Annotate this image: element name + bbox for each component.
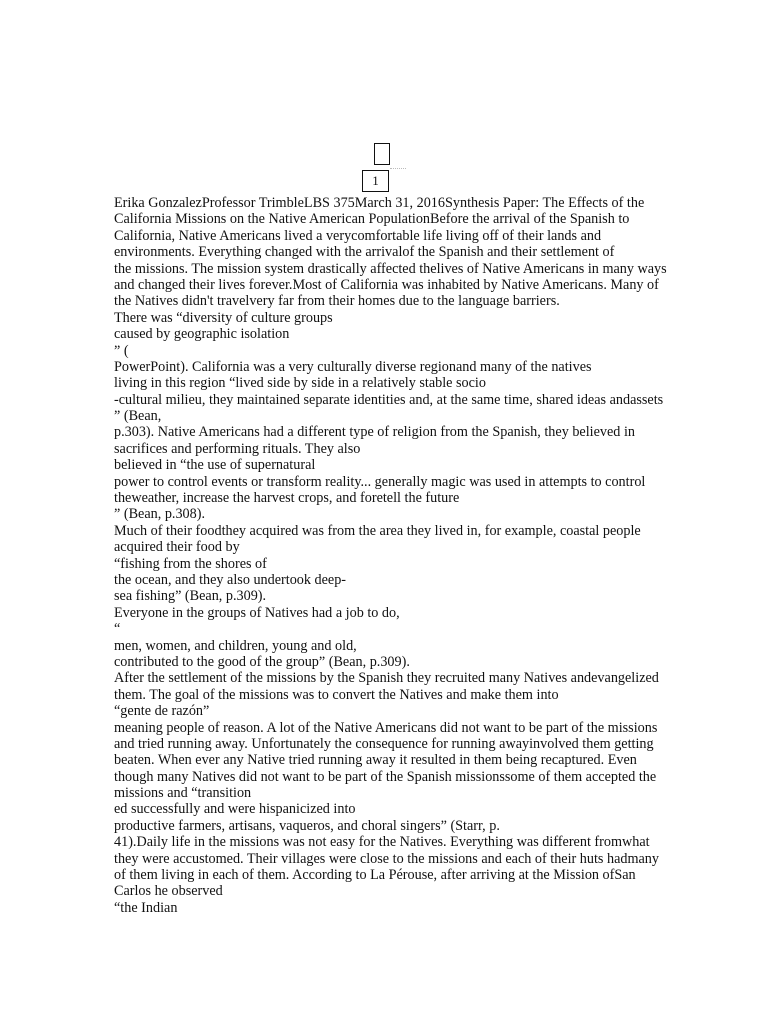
- text-line: After the settlement of the missions by the Spanish they recruited many Natives andevangelized: [114, 670, 659, 687]
- text-line: ” (: [114, 342, 129, 359]
- text-line: California Missions on the Native American PopulationBefore the arrival of the Spanish to: [114, 211, 630, 228]
- text-line: they were accustomed. Their villages were close to the missions and each of their huts hadmany: [114, 850, 659, 867]
- text-line: them. The goal of the missions was to convert the Natives and make them into: [114, 686, 559, 703]
- text-line: environments. Everything changed with the arrivalof the Spanish and their settlement of: [114, 244, 615, 261]
- text-line: men, women, and children, young and old,: [114, 637, 357, 654]
- text-line: theweather, increase the harvest crops, and foretell the future: [114, 490, 460, 507]
- page-number: 1: [362, 170, 389, 192]
- text-line: Erika GonzalezProfessor TrimbleLBS 375March 31, 2016Synthesis Paper: The Effects of the: [114, 195, 645, 211]
- text-line: the Natives didn't travelvery far from their homes due to the language barriers.: [114, 293, 560, 310]
- text-line: sea fishing” (Bean, p.309).: [114, 588, 267, 605]
- text-line: p.303). Native Americans had a different type of religion from the Spanish, they believed in: [114, 424, 635, 441]
- text-line: meaning people of reason. A lot of the Native Americans did not want to be part of the missions: [114, 719, 658, 736]
- body-text: [114, 195, 674, 916]
- text-line: “fishing from the shores of: [114, 555, 267, 572]
- text-line: Carlos he observed: [114, 883, 223, 900]
- text-line: the ocean, and they also undertook deep-: [114, 571, 347, 588]
- text-line: California, Native Americans lived a verycomfortable life living off of their lands and: [114, 227, 602, 244]
- text-line: ” (Bean, p.308).: [114, 506, 206, 523]
- text-line: caused by geographic isolation: [114, 326, 290, 343]
- text-line: missions and “transition: [114, 785, 252, 802]
- text-line: “the Indian: [114, 899, 178, 916]
- text-line: ed successfully and were hispanicized into: [114, 801, 356, 818]
- text-line: the missions. The mission system drastically affected thelives of Native Americans in many ways: [114, 260, 667, 277]
- text-line: and tried running away. Unfortunately the consequence for running awayinvolved them getting: [114, 735, 654, 752]
- text-line: acquired their food by: [114, 539, 240, 556]
- text-line: power to control events or transform reality... generally magic was used in attempts to control: [114, 473, 646, 490]
- text-line: “: [114, 621, 121, 638]
- text-line: productive farmers, artisans, vaqueros, and choral singers” (Starr, p.: [114, 817, 500, 834]
- text-line: sacrifices and performing rituals. They also: [114, 440, 361, 457]
- text-line: beaten. When ever any Native tried running away it resulted in them being recaptured. Even: [114, 752, 637, 769]
- text-line: -cultural milieu, they maintained separate identities and, at the same time, shared ideas andassets: [114, 391, 664, 408]
- text-line: “gente de razón”: [114, 703, 210, 720]
- text-line: Everyone in the groups of Natives had a job to do,: [114, 604, 400, 621]
- text-line: Much of their foodthey acquired was from the area they lived in, for example, coastal people: [114, 522, 641, 539]
- text-line: living in this region “lived side by side in a relatively stable socio: [114, 375, 486, 392]
- header-divider: [390, 168, 406, 169]
- text-line: believed in “the use of supernatural: [114, 457, 316, 474]
- text-line: PowerPoint). California was a very culturally diverse regionand many of the natives: [114, 358, 592, 375]
- text-line: ” (Bean,: [114, 408, 162, 425]
- text-line: There was “diversity of culture groups: [114, 309, 333, 326]
- text-line: of them living in each of them. According to La Pérouse, after arriving at the Mission ofSan: [114, 867, 636, 884]
- text-line: contributed to the good of the group” (Bean, p.309).: [114, 653, 410, 670]
- text-line: 41).Daily life in the missions was not easy for the Natives. Everything was different fromwhat: [114, 834, 650, 851]
- text-line: though many Natives did not want to be part of the Spanish missionssome of them accepted the: [114, 768, 657, 785]
- text-line: and changed their lives forever.Most of California was inhabited by Native Americans. Many of: [114, 276, 659, 293]
- header-placeholder-box: [374, 143, 390, 165]
